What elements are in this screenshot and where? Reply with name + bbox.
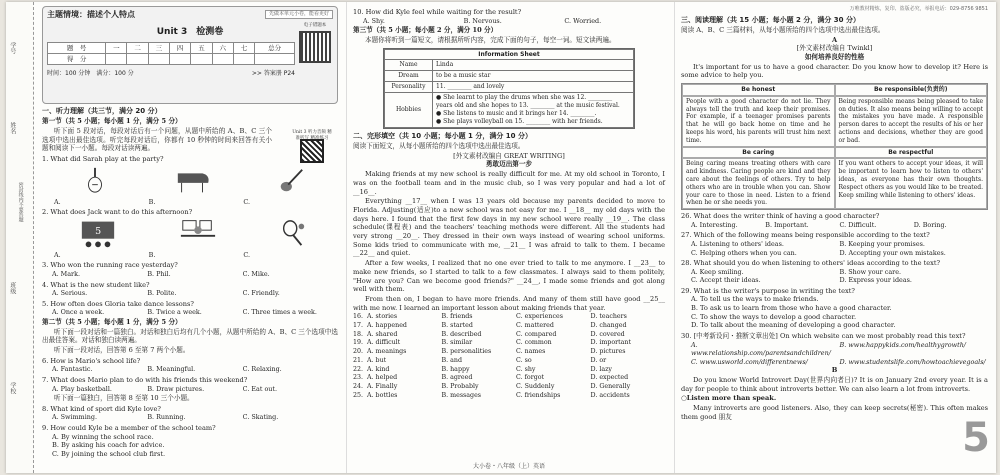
option[interactable]: D. teachers bbox=[590, 313, 627, 321]
option[interactable]: A. To tell us the ways to make friends. bbox=[691, 295, 819, 304]
option[interactable]: B. Show your care. bbox=[839, 267, 902, 276]
q10-options bbox=[353, 17, 665, 25]
score-header-cell: 一 bbox=[106, 43, 127, 54]
cell-heading: Be respectful bbox=[835, 147, 988, 159]
option[interactable]: A. Finally bbox=[367, 382, 398, 390]
score-header-cell: 六 bbox=[212, 43, 233, 54]
option[interactable]: B. To ask us to learn from those who have a good character. bbox=[691, 303, 892, 312]
option[interactable]: C. friendships bbox=[516, 391, 561, 399]
part2-instructions: 听下面一段对话和一篇独白。对话和独白后均有几个小题，从题中所给的 A、B、C 三个选项中选出最佳答案。对话和独白读两遍。 bbox=[42, 327, 338, 345]
part2-note: 听下面一段对话，回答第 6 至第 7 两个小题。 bbox=[54, 345, 190, 354]
question-number: 21. bbox=[353, 356, 364, 364]
option[interactable]: C. Worried. bbox=[564, 16, 602, 25]
option[interactable]: A. helped bbox=[367, 374, 398, 382]
cloze-paragraph: Making friends at my new school is really difficult for me. At my old school in Toronto, I was on the football team and in the music club, so I was very popular and had a lot of __16__. bbox=[353, 170, 665, 196]
option[interactable]: C. names bbox=[516, 348, 546, 356]
exam-header bbox=[42, 6, 338, 104]
cell-text: People with a good character do not lie. They always tell the truth and keep their promises. For example, if a teenager promises parents that he will go back home on time and he keeps his word, his parents will trust him next time. bbox=[682, 96, 835, 147]
q29-options bbox=[681, 295, 988, 330]
question-7: 7. What does Mario plan to do with his friends this weekend? bbox=[42, 375, 248, 384]
cloze-paragraph: Everything __17__ when I was 13 years old because my parents decided to move to Florida. Adjusting(适应)to a new school was not easy for me. I __18__ my old days with the days here. I found that the first few days in my new school were really __19__. The class schedule(课程表) and the teachers' teaching methods were different. All the students had very strong __20__. They dressed in their own ways instead of wearing school uniforms. Some kids tried to communicate with me, __21__ I was afraid to talk to them. I became __22__ and quiet. bbox=[353, 197, 665, 258]
option[interactable]: C. compared bbox=[516, 330, 557, 338]
character-grid bbox=[681, 83, 988, 210]
cloze-source-tag: [外文素材改编自 GREAT WRITING] bbox=[453, 151, 565, 160]
option[interactable]: D. To talk about the meaning of developing a good character. bbox=[691, 321, 896, 330]
option[interactable]: A. Play basketball. bbox=[52, 384, 112, 393]
option[interactable]: D. www.studentslife.com/howtoachievegoals/ bbox=[839, 357, 986, 366]
option[interactable]: B. Phil. bbox=[147, 270, 171, 279]
q2-pictures bbox=[48, 219, 338, 251]
option[interactable]: C. Three times a week. bbox=[242, 308, 317, 317]
question-8: 8. What kind of sport did Kyle love? bbox=[42, 404, 161, 413]
option[interactable]: A. kind bbox=[367, 365, 390, 373]
option[interactable]: A. difficult bbox=[367, 339, 401, 347]
q26-options bbox=[681, 221, 988, 229]
option[interactable]: C. so bbox=[516, 356, 532, 364]
score-cell[interactable] bbox=[127, 54, 148, 65]
sheet-title: Information Sheet bbox=[385, 49, 634, 60]
option[interactable]: A. Keep smiling. bbox=[691, 267, 744, 276]
passage-a-source-tag: [外文素材改编自 Twinkl] bbox=[796, 44, 873, 53]
option[interactable]: C. Skating. bbox=[242, 413, 279, 422]
question-28: 28. What should you do when listening to others' ideas according to the text? bbox=[681, 258, 941, 267]
row-value: to be a music star bbox=[433, 71, 634, 82]
option[interactable]: B. Draw pictures. bbox=[147, 384, 205, 393]
q27-options-2 bbox=[681, 249, 988, 257]
option[interactable]: A. Serious. bbox=[52, 289, 88, 298]
option[interactable]: B. friends bbox=[441, 313, 473, 321]
page-footer: 大小卷・八年级（上）英语 bbox=[472, 463, 545, 471]
cloze-option-row bbox=[353, 339, 665, 348]
score-header-cell: 五 bbox=[191, 43, 212, 54]
error-book-qr-icon[interactable] bbox=[299, 31, 331, 63]
cell-heading: Be honest bbox=[682, 84, 835, 96]
option[interactable]: A. Swimming. bbox=[52, 413, 97, 422]
q3-options bbox=[42, 270, 338, 278]
option[interactable]: C. experiences bbox=[516, 313, 563, 321]
option[interactable]: A. but bbox=[367, 356, 387, 364]
question-5: 5. How often does Gloria take dance lessons? bbox=[42, 299, 194, 308]
option[interactable]: C. shy bbox=[516, 365, 536, 373]
question-9: 9. How could Kyle be a member of the school team? bbox=[42, 423, 216, 432]
q8-options bbox=[42, 413, 338, 421]
cloze-option-row bbox=[353, 331, 665, 340]
option[interactable]: C. Eat out. bbox=[242, 384, 278, 393]
option[interactable]: C. Suddenly bbox=[516, 382, 555, 390]
option[interactable]: B. Meaningful. bbox=[147, 365, 196, 374]
score-cell[interactable] bbox=[106, 54, 127, 65]
option[interactable]: B. Important. bbox=[765, 220, 809, 229]
part2-note2: 听下面一篇独白，回答第 8 至第 10 三个小题。 bbox=[54, 393, 194, 402]
question-number: 17. bbox=[353, 322, 364, 330]
page-number: 5 bbox=[962, 415, 990, 462]
topic-title: 主题情境：描述个人特点 bbox=[47, 10, 135, 19]
option[interactable]: B. www.happykids.com/healthygrowth/ bbox=[839, 340, 966, 349]
passage-a-intro: It's important for us to have a good character. Do you know how to develop it? Here is some advice to help you. bbox=[681, 62, 988, 80]
guitar-icon[interactable] bbox=[277, 165, 305, 198]
cloze-subtitle: 勇敢迈出第一步 bbox=[485, 160, 533, 169]
question-number: 23. bbox=[353, 374, 364, 382]
copyright-note: 万唯教材精炼，复印、盗版必究，举报电话：029-8756 9851 bbox=[849, 6, 988, 12]
row-key: Name bbox=[385, 60, 433, 71]
part1-title: 第一节（共 5 小题；每小题 1 分，满分 5 分） bbox=[42, 117, 182, 126]
option[interactable]: D. Generally bbox=[590, 382, 631, 390]
score-header-cell: 总分 bbox=[255, 43, 295, 54]
cinema-icon[interactable] bbox=[79, 218, 117, 251]
score-cell[interactable] bbox=[170, 54, 191, 65]
question-6: 6. How is Mario's school life? bbox=[42, 356, 141, 365]
passage-b-intro: Do you know World Introvert Day(世界内向者日)? It is on January 2nd every year. It is a day for people to think about introverts better. We can also learn a lot from introverts. bbox=[681, 375, 988, 393]
row-value-blank[interactable]: 11. ________ and lovely bbox=[433, 82, 634, 93]
question-27: 27. Which of the following means being responsible according to the text? bbox=[681, 231, 930, 240]
part2-title: 第二节（共 5 小题；每小题 1 分，满分 5 分） bbox=[42, 317, 182, 326]
q9-options bbox=[42, 433, 338, 459]
option[interactable]: D. accidents bbox=[590, 391, 630, 399]
question-number: 19. bbox=[353, 339, 364, 347]
cloze-option-row bbox=[353, 392, 665, 401]
question-1: 1. What did Sarah play at the party? bbox=[42, 155, 164, 164]
score-header-cell: 四 bbox=[170, 43, 191, 54]
cell-heading: Be responsible(负责的) bbox=[835, 84, 988, 96]
right-column bbox=[674, 2, 992, 473]
question-number: 16. bbox=[353, 313, 364, 321]
option[interactable]: A. shared bbox=[367, 330, 398, 338]
score-table bbox=[47, 42, 295, 65]
cell-text: Being responsible means being pleased to take on duties. It also means being willing to accept the mistakes you have made. A responsible person dares to accept the results of his or her actions and decisions, whether they are good or bad. bbox=[835, 96, 988, 147]
strip-label-notice: 密封线内不要答题 bbox=[17, 182, 24, 222]
piano-icon[interactable] bbox=[174, 165, 212, 198]
cell-heading: Be caring bbox=[682, 147, 835, 159]
option[interactable]: B. Polite. bbox=[147, 289, 177, 298]
option[interactable]: C. mattered bbox=[516, 322, 554, 330]
q27-options-1 bbox=[681, 240, 988, 248]
strip-label-school: 学校 bbox=[8, 382, 16, 394]
cloze-options bbox=[353, 313, 665, 400]
option[interactable]: A. happened bbox=[367, 322, 407, 330]
option[interactable]: D. lazy bbox=[590, 365, 612, 373]
option[interactable]: A. Fantastic. bbox=[52, 365, 93, 374]
strip-label-name: 姓名 bbox=[8, 122, 16, 134]
option[interactable]: D. Boring. bbox=[913, 220, 947, 229]
section-listening-title: 一、听力理解（共三节，满分 20 分） bbox=[42, 107, 162, 115]
cell-text: Being caring means treating others with care and kindness. Caring people are kind and they care about the feelings of others. Try to help others who are in trouble when you can. Show your care to those in need. Listen to a friend when he or she needs you. bbox=[682, 158, 835, 209]
option[interactable]: A. Interesting. bbox=[691, 220, 738, 229]
cloze-option-row bbox=[353, 383, 665, 392]
question-26: 26. What does the writer think of having a good character? bbox=[681, 212, 880, 221]
option[interactable]: D. pictures bbox=[590, 348, 626, 356]
question-30: 30. [中考新设问・推断文章出处] On which website can we most probably read this text? bbox=[681, 332, 966, 341]
middle-column bbox=[346, 2, 671, 473]
row-key: Hobbies bbox=[385, 93, 433, 128]
violin-icon[interactable] bbox=[81, 165, 109, 198]
score-cell[interactable] bbox=[255, 54, 295, 65]
q30-options-1 bbox=[681, 341, 988, 358]
score-header-cell: 三 bbox=[148, 43, 169, 54]
option[interactable]: B. Nervous. bbox=[463, 16, 502, 25]
row-key: Personality bbox=[385, 82, 433, 93]
passage-a-subtitle: 如何培养良好的性格 bbox=[804, 52, 865, 61]
cloze-option-row bbox=[353, 357, 665, 366]
option[interactable]: C. Relaxing. bbox=[242, 365, 282, 374]
score-cell[interactable] bbox=[148, 54, 169, 65]
option[interactable]: B. Probably bbox=[441, 382, 479, 390]
option[interactable]: C. Accept their ideas. bbox=[691, 276, 761, 285]
row-value: Linda bbox=[433, 60, 634, 71]
passage-b-label: B bbox=[831, 366, 838, 375]
option[interactable]: A. stories bbox=[367, 313, 398, 321]
cloze-option-row bbox=[353, 374, 665, 383]
q4-options bbox=[42, 289, 338, 297]
reading-instructions: 阅读 A、B、C 三篇材料，从每小题所给的四个选项中选出最佳选项。 bbox=[681, 25, 885, 34]
score-header-cell: 题 号 bbox=[48, 43, 106, 54]
score-label-cell: 得 分 bbox=[48, 54, 106, 65]
cloze-paragraph: From then on, I began to have more friends. And many of them still have good __25__ with me now. I learned an important lesson about making friends that year. bbox=[353, 295, 665, 312]
option[interactable]: C. Difficult. bbox=[839, 220, 877, 229]
option[interactable]: B. Keeping your promises. bbox=[839, 240, 925, 249]
hobby-blank[interactable]: ● She plays volleyball on 15. ________ with her friends. bbox=[436, 117, 603, 125]
passage-a-label: A bbox=[831, 35, 838, 44]
unit-title: Unit 3 检测卷 bbox=[156, 26, 224, 37]
exam-page bbox=[6, 2, 996, 473]
option[interactable]: C. To show the ways to develop a good character. bbox=[691, 312, 857, 321]
qr-caption: 电子错题本 bbox=[303, 23, 327, 28]
q7-options bbox=[42, 385, 338, 393]
question-29: 29. What is the writer's purpose in writing the text? bbox=[681, 286, 855, 295]
hobby-blank[interactable]: ● She learnt to play the drums when she was 12. ________ years old and she hopes to 13. ________ at the music festival. bbox=[436, 94, 620, 110]
option[interactable]: A. bottles bbox=[367, 391, 398, 399]
question-number: 18. bbox=[353, 330, 364, 338]
option[interactable]: B. Running. bbox=[147, 413, 186, 422]
q28-options-2 bbox=[681, 276, 988, 284]
question-2: 2. What does Jack want to do this afternoon? bbox=[42, 208, 193, 217]
option[interactable]: A. Once a week. bbox=[52, 308, 105, 317]
option[interactable]: A. Mark. bbox=[52, 270, 80, 279]
cloze-option-row bbox=[353, 313, 665, 322]
score-header-cell: 七 bbox=[233, 43, 254, 54]
score-cell[interactable] bbox=[233, 54, 254, 65]
option[interactable]: B. similar bbox=[441, 339, 473, 347]
question-number: 20. bbox=[353, 348, 364, 356]
question-number: 22. bbox=[353, 365, 364, 373]
option[interactable]: A. By winning the school race. bbox=[52, 432, 154, 441]
option[interactable]: A. Shy. bbox=[363, 16, 385, 25]
cloze-option-row bbox=[353, 322, 665, 331]
part3-instructions: 本题你将听到一篇短文，请根据所听内容，完成下面的句子，每空一词。短文读两遍。 bbox=[365, 35, 616, 44]
audio-qr-icon[interactable] bbox=[300, 139, 324, 163]
exam-meta bbox=[47, 70, 295, 78]
information-sheet bbox=[383, 48, 635, 129]
option[interactable]: D. changed bbox=[590, 322, 627, 330]
q1-pictures bbox=[48, 166, 338, 198]
q1-option-letters: A. B. C. bbox=[54, 197, 251, 206]
option[interactable]: C. Friendly. bbox=[242, 289, 280, 298]
row-key: Dream bbox=[385, 71, 433, 82]
binding-strip bbox=[6, 2, 34, 473]
svg-text:5: 5 bbox=[95, 226, 102, 238]
left-column bbox=[38, 2, 342, 473]
score-cell[interactable] bbox=[212, 54, 233, 65]
option[interactable]: C. Mike. bbox=[242, 270, 270, 279]
option[interactable]: C. www.usworld.com/differentnews/ bbox=[691, 357, 808, 366]
cloze-option-row bbox=[353, 366, 665, 375]
option[interactable]: A. Listening to others' ideas. bbox=[691, 240, 784, 249]
question-4: 4. What is the new student like? bbox=[42, 280, 150, 289]
part1-instructions: 听下面 5 段对话，每段对话后有一个问题，从题中所给的 A、B、C 三个选项中选出最佳选项。听完每段对话后，你都有 10 秒钟的时间来回答有关小题和阅读下一小题。每段对话读两遍。 bbox=[42, 126, 272, 153]
cloze-paragraph: After a few weeks, I realized that no one ever tried to talk to me anymore. I __23__ to make new friends, so I started to talk to a few classmates. I always said to them politely, "How are you? Can we become good friends?" __24__, I made some friends and got along well with them. bbox=[353, 259, 665, 294]
q5-options bbox=[42, 308, 338, 316]
option[interactable]: B. happy bbox=[441, 365, 470, 373]
option[interactable]: D. covered bbox=[590, 330, 625, 338]
part3-title: 第三节（共 5 小题；每小题 2 分，满分 10 分） bbox=[353, 26, 498, 35]
option[interactable]: B. agreed bbox=[441, 374, 473, 382]
strip-label-id: 学号 bbox=[8, 42, 16, 54]
time-score: 时间：100 分钟 满分：100 分 bbox=[47, 70, 134, 78]
q6-options bbox=[42, 365, 338, 373]
tip-badge: 先做本单元小卷，能看更好 bbox=[265, 10, 333, 19]
q28-options-1 bbox=[681, 268, 988, 276]
question-number: 25. bbox=[353, 391, 364, 399]
score-cell[interactable] bbox=[191, 54, 212, 65]
answer-page-ref: >> 答案册 P24 bbox=[251, 70, 295, 78]
score-header-cell: 二 bbox=[127, 43, 148, 54]
cloze-instructions: 阅读下面短文，从每小题所给的四个选项中选出最佳选项。 bbox=[353, 142, 525, 151]
option[interactable]: A. meanings bbox=[367, 348, 407, 356]
option[interactable]: C. By joining the school club first. bbox=[52, 449, 166, 458]
option[interactable]: C. Helping others when you can. bbox=[691, 248, 797, 257]
question-number: 24. bbox=[353, 382, 364, 390]
option[interactable]: B. described bbox=[441, 330, 482, 338]
strip-label-class: 班级 bbox=[8, 282, 16, 294]
option[interactable]: D. Accepting your own mistakes. bbox=[839, 248, 946, 257]
hobby-blank[interactable]: ● She listens to music and it brings her 14. ________. bbox=[436, 110, 597, 117]
question-10: 10. How did Kyle feel while waiting for the result? bbox=[353, 8, 522, 16]
option[interactable]: D. expected bbox=[590, 374, 629, 382]
passage-b-text: Many introverts are good listeners. Also, they can keep secrets(秘密). This often makes them good 朋友 bbox=[681, 403, 988, 421]
cloze-option-row bbox=[353, 348, 665, 357]
option[interactable]: C. common bbox=[516, 339, 552, 347]
option[interactable]: C. forgot bbox=[516, 374, 545, 382]
passage-b-heading: ○Listen more than speak. bbox=[681, 394, 777, 403]
q30-options-2 bbox=[681, 358, 988, 366]
option[interactable]: B. personalities bbox=[441, 348, 492, 356]
tennis-icon[interactable] bbox=[279, 218, 307, 251]
option[interactable]: B. and bbox=[441, 356, 462, 364]
study-desk-icon[interactable] bbox=[179, 218, 217, 251]
option[interactable]: A. www.relationship.com/parentsandchildren/ bbox=[691, 340, 831, 358]
option[interactable]: B. Twice a week. bbox=[147, 308, 202, 317]
section-cloze-title: 二、完形填空（共 10 小题；每小题 1 分，满分 10 分） bbox=[353, 131, 532, 140]
question-3: 3. Who won the running race yesterday? bbox=[42, 261, 178, 270]
q2-option-letters: A. B. C. bbox=[54, 250, 251, 259]
option[interactable]: D. or bbox=[590, 356, 607, 364]
option[interactable]: D. important bbox=[590, 339, 632, 347]
audio-qr-caption: Unit 3 听力音频 精准听写 精准练习 bbox=[292, 130, 332, 141]
option[interactable]: D. Express your ideas. bbox=[839, 276, 912, 285]
option[interactable]: B. started bbox=[441, 322, 473, 330]
cell-text: If you want others to accept your ideas, it will be important to learn how to listen to others' ideas, as everyone has their own thoughts. Respect others as you would like to be treated. Keep smiling while listening to others' ideas. bbox=[835, 158, 988, 209]
option[interactable]: B. By asking his coach for advice. bbox=[52, 441, 165, 450]
section-reading-title: 三、阅读理解（共 15 小题；每小题 2 分，满分 30 分） bbox=[681, 15, 860, 24]
option[interactable]: B. messages bbox=[441, 391, 482, 399]
